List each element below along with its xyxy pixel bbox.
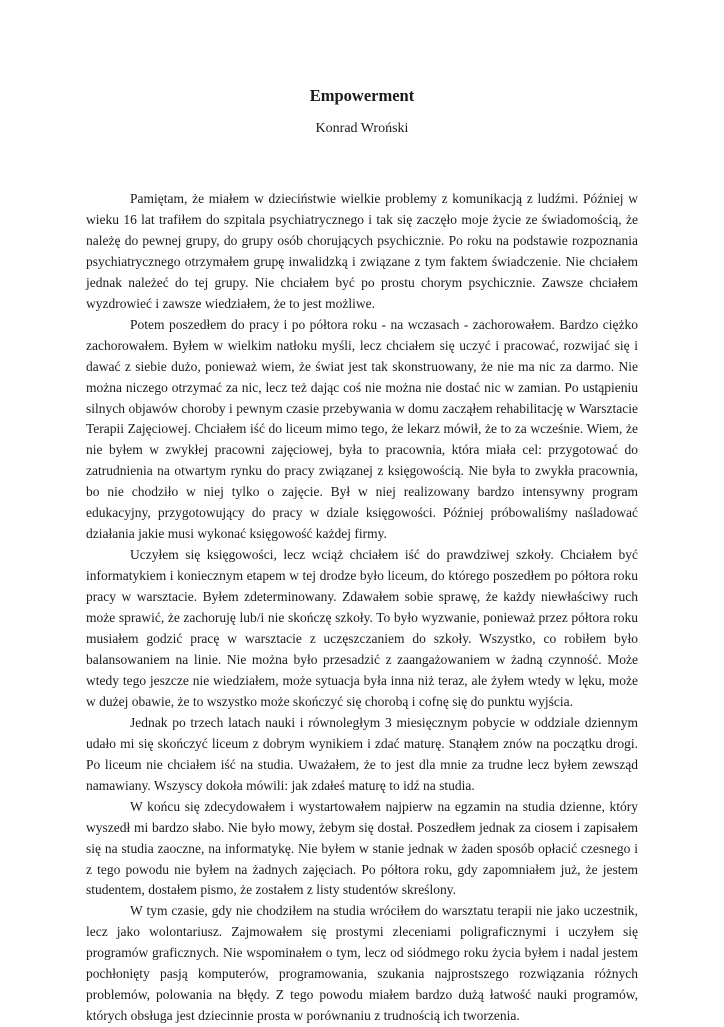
document-title: Empowerment: [309, 86, 415, 105]
paragraph: Potem poszedłem do pracy i po półtora roku - na wczasach - zachorowałem. Bardzo ciężko zachorowałem. Byłem w wielkim natłoku myśli, lecz chciałem się uczyć i pracować, rozwijać się i dawać z siebie dużo, ponieważ wiem, że świat jest tak skonstruowany, że nie ma nic za darmo. Nie można niczego otrzymać za nic, lecz też dając coś nie można nie dostać nic w zamian. Po ustąpieniu silnych objawów choroby i pewnym czasie przebywania w domu zacząłem rehabilitację w Warsztacie Terapii Zajęciowej. Chciałem iść do liceum mimo tego, że lekarz mówił, że to za wcześnie. Wiem, że nie byłem w zwykłej pracowni zajęciowej, była to pracownia, która miała cel: przygotować do zatrudnienia na otwartym rynku do pracy związanej z księgowością. Nie była to zwykła pracownia, bo nie chodziło w niej tylko o zajęcie. Był w niej realizowany bardzo intensywny program edukacyjny, przygotowujący do pracy w dziale księgowości. Później próbowaliśmy naśladować działania jakie musi wykonać księgowość każdej firmy.: [86, 316, 638, 542]
paragraph: Uczyłem się księgowości, lecz wciąż chciałem iść do prawdziwej szkoły. Chciałem być informatykiem i koniecznym etapem w tej drodze było liceum, do którego poszedłem po półtora roku pracy w warsztacie. Byłem zdeterminowany. Zdawałem sobie sprawę, że każdy niewłaściwy ruch może sprawić, że zachoruję lub/i nie skończę szkoły. To było wyzwanie, ponieważ przez półtora roku musiałem godzić pracę w warsztacie z uczęszczaniem do szkoły. Wszystko, co robiłem było balansowaniem na linie. Nie można było przesadzić z zaangażowaniem w żadną czynność. Może wtedy tego jeszcze nie wiedziałem, może sytuacja była inna niż teraz, ale żyłem wtedy w lęku, może w dużej obawie, że to wszystko może skończyć się chorobą i cofnę się do punktu wyjścia.: [86, 547, 638, 709]
paragraph: Pamiętam, że miałem w dzieciństwie wielkie problemy z komunikacją z ludźmi. Później w wieku 16 lat trafiłem do szpitala psychiatrycznego i tak się zaczęło moje życie ze świadomością, że należę do pewnej grupy, do grupy osób chorujących psychicznie. Po roku na podstawie rozpoznania psychiatrycznego otrzymałem grupę inwalidzką i związane z tym faktem świadczenie. Nie chciałem jednak należeć do tej grupy. Nie chciałem być po prostu chorym psychicznie. Zawsze chciałem wyzdrowieć i zawsze wiedziałem, że to jest możliwe.: [86, 191, 638, 311]
paragraph: W tym czasie, gdy nie chodziłem na studia wróciłem do warsztatu terapii nie jako uczestnik, lecz jako wolontariusz. Zajmowałem się prostymi zleceniami poligraficznymi i uczyłem się programów graficznych. Nie wspominałem o tym, lecz od siódmego roku życia byłem i nadal jestem pochłonięty pasją komputerów, programowania, szukania najprostszego rozwiązania różnych problemów, polowania na błędy. Z tego powodu miałem bardzo dużą łatwość nauki programów, których obsługa jest dziecinnie prosta w porównaniu z trudnością ich tworzenia.: [86, 903, 638, 1024]
document-body: [86, 189, 638, 1027]
document-author: Konrad Wroński: [315, 121, 409, 136]
paragraph: Jednak po trzech latach nauki i równoległym 3 miesięcznym pobycie w oddziale dziennym udało mi się skończyć liceum z dobrym wynikiem i zdać maturę. Stanąłem znów na początku drogi. Po liceum nie chciałem iść na studia. Uważałem, że to jest dla mnie za trudne lecz byłem zewsząd namawiany. Wszyscy dokoła mówili: jak zdałeś maturę to idź na studia.: [86, 714, 638, 793]
paragraph: W końcu się zdecydowałem i wystartowałem najpierw na egzamin na studia dzienne, który wyszedł mi bardzo słabo. Nie było mowy, żebym się dostał. Poszedłem jednak za ciosem i zapisałem się na studia zaoczne, na informatykę. Nie byłem w stanie jednak w żaden sposób opłacić czesnego i z tego powodu nie byłem na żadnych zajęciach. Po półtora roku, gdy zapomniałem już, że jestem studentem, dostałem pismo, że zostałem z listy studentów skreślony.: [86, 798, 638, 898]
